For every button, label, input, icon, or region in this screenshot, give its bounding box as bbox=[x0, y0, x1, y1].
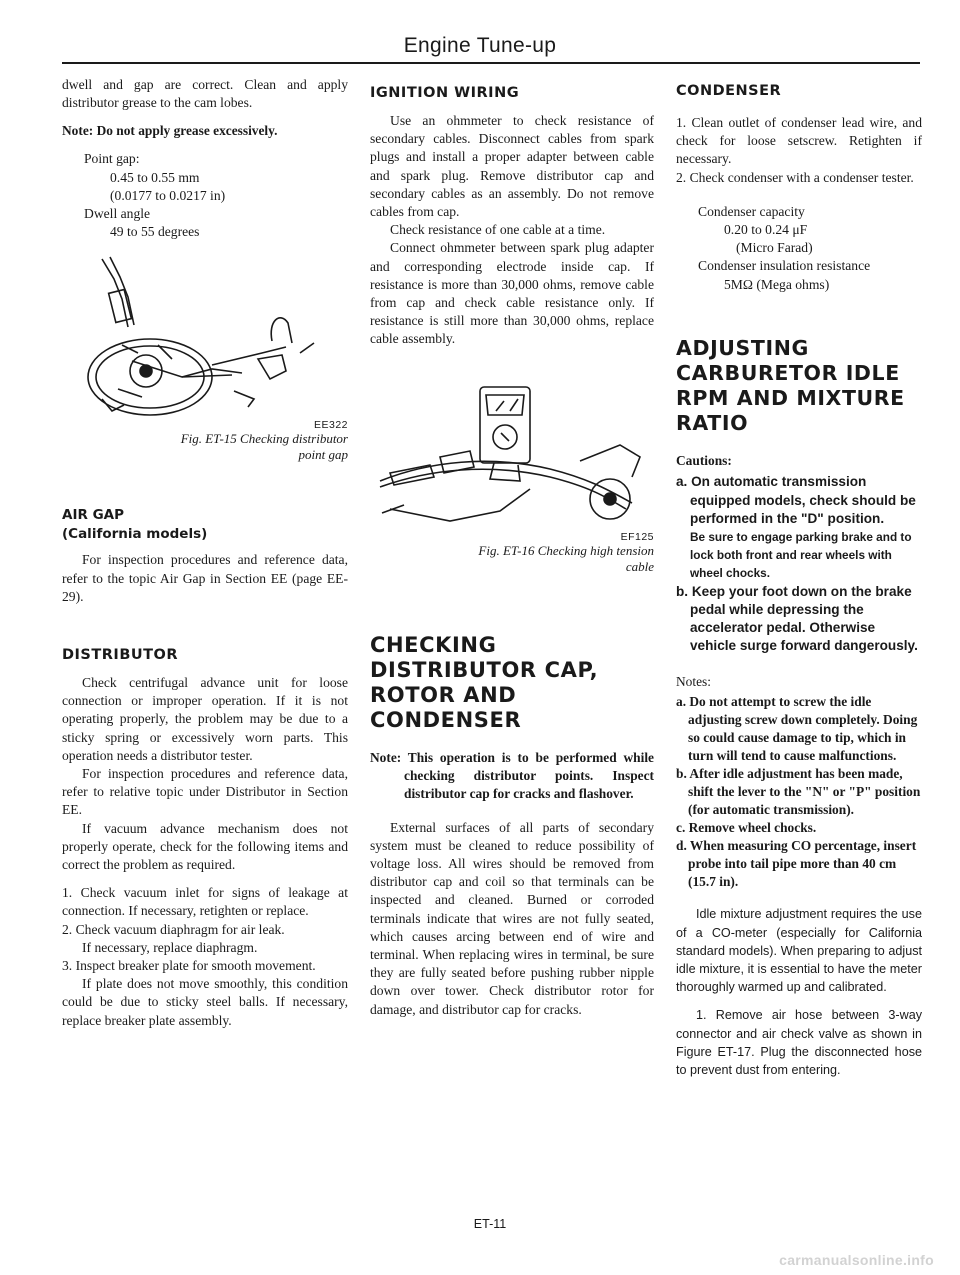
spec-value: 5MΩ (Mega ohms) bbox=[724, 276, 830, 292]
spec-value: (0.0177 to 0.0217 in) bbox=[110, 187, 226, 203]
wiring-paragraph: Use an ohmmeter to check resistance of secondary cables. Disconnect cables from spark plugs and install a proper adapter between cable and spark plug. Remove distributor cap and secondary cables as an assembly. Do not remove cables from cap. bbox=[370, 113, 654, 220]
air-gap-paragraph: For inspection procedures and reference data, refer to the topic Air Gap in Section EE (page EE-29). bbox=[62, 552, 348, 604]
distributor-paragraph: Check centrifugal advance unit for loose connection or improper operation. If it is not operating properly, the problem may be due to a sticky spring or excessively worn parts. This operation needs a distributor tester. bbox=[62, 675, 348, 763]
spec-value: 0.20 to 0.24 μF bbox=[724, 222, 808, 238]
point-gap-spec bbox=[62, 150, 348, 241]
distributor-step-note: If plate does not move smoothly, this condition could be due to sticky steel balls. If necessary, replace breaker plate assembly. bbox=[62, 976, 348, 1028]
spec-value: 0.45 to 0.55 mm bbox=[110, 169, 200, 185]
heading-line: DISTRIBUTOR CAP, bbox=[370, 657, 599, 682]
figure-caption bbox=[62, 431, 348, 463]
column-2 bbox=[370, 76, 654, 1029]
distributor-point-gap-illustration bbox=[62, 249, 348, 419]
note-item: b. After idle adjustment has been made, shift the lever to the "N" or "P" position (for automatic transmission). bbox=[676, 766, 921, 818]
condenser-step: 2. Check condenser with a condenser tester. bbox=[676, 169, 914, 185]
condenser-spec bbox=[676, 203, 922, 294]
note-item: c. Remove wheel chocks. bbox=[676, 820, 817, 836]
caution-item: b. Keep your foot down on the brake pedal while depressing the accelerator pedal. Otherwise vehicle surge forward dangerously. bbox=[676, 583, 918, 654]
checking-note: Note: This operation is to be performed while checking distributor points. Inspect distributor cap for cracks and flashover. bbox=[370, 749, 654, 801]
condenser-step: 1. Clean outlet of condenser lead wire, and check for loose setscrew. Retighten if necessary. bbox=[676, 115, 922, 167]
idle-mixture-step: 1. Remove air hose between 3-way connector and air check valve as shown in Figure ET-17. Plug the disconnected hose to prevent dust from entering. bbox=[676, 1008, 922, 1077]
distributor-paragraph: For inspection procedures and reference data, refer to relative topic under Distributor in Section EE. bbox=[62, 766, 348, 818]
cautions-label: Cautions: bbox=[676, 452, 732, 468]
wiring-paragraph: Connect ohmmeter between spark plug adapter and corresponding electrode inside cap. If resistance is more than 30,000 ohms, remove cable from cap and check cable resistance only. If resistance is still more than 30,000 ohms, replace cable assembly. bbox=[370, 240, 654, 347]
note-item: d. When measuring CO percentage, insert probe into tail pipe more than 40 cm (15.7 in). bbox=[676, 838, 917, 890]
spec-label: Dwell angle bbox=[84, 206, 151, 222]
intro-paragraph: dwell and gap are correct. Clean and apply distributor grease to the cam lobes. bbox=[62, 77, 348, 111]
column-3 bbox=[676, 76, 922, 1089]
grease-note: Note: Do not apply grease excessively. bbox=[62, 123, 278, 139]
air-gap-heading bbox=[62, 507, 348, 524]
notes-block bbox=[676, 693, 922, 891]
heading-line: CONDENSER bbox=[370, 707, 522, 732]
distributor-step-note: If necessary, replace diaphragm. bbox=[82, 939, 258, 955]
distributor-paragraph: If vacuum advance mechanism does not properly operate, check for the following items and correct the problem as required. bbox=[62, 820, 348, 873]
figure-et15 bbox=[62, 249, 348, 463]
caution-item: Be sure to engage parking brake and to lock both front and rear wheels with wheel chocks. bbox=[690, 529, 912, 581]
cautions-block bbox=[676, 452, 922, 656]
column-1 bbox=[62, 76, 348, 1040]
caption-line: Fig. ET-16 Checking high tension bbox=[478, 542, 654, 558]
heading-line: ADJUSTING bbox=[676, 335, 809, 360]
heading-line: CARBURETOR IDLE bbox=[676, 360, 900, 385]
distributor-heading: DISTRIBUTOR bbox=[62, 647, 179, 664]
figure-et16 bbox=[370, 381, 654, 575]
heading-line: RATIO bbox=[676, 410, 749, 435]
idle-mixture-paragraph: Idle mixture adjustment requires the use of a CO-meter (especially for California standard models). When preparing to adjust idle mixture, it is essential to have the meter thoroughly warmed up and calibrated. bbox=[676, 907, 922, 995]
caption-line: point gap bbox=[298, 447, 348, 463]
page-header: Engine Tune-up bbox=[403, 34, 557, 57]
air-gap-subheading: (California models) bbox=[62, 526, 208, 543]
notes-label: Notes: bbox=[676, 674, 711, 690]
page-number: ET-11 bbox=[473, 1217, 507, 1231]
spec-label: Condenser insulation resistance bbox=[698, 258, 871, 274]
adjusting-heading bbox=[676, 336, 922, 436]
checking-heading bbox=[370, 633, 654, 733]
heading-line: RPM AND MIXTURE bbox=[676, 385, 905, 410]
header-rule bbox=[62, 62, 920, 64]
distributor-step: 3. Inspect breaker plate for smooth movement. bbox=[62, 958, 316, 974]
figure-code: EF125 bbox=[620, 530, 654, 543]
checking-paragraph: External surfaces of all parts of secondary system must be cleaned to reduce possibility of voltage loss. All wires should be removed from distributor cap and coil so that terminals can be inspected and cleaned. Burned or corroded terminals indicate that wires are not fully seated, which causes arcing between end of wire and terminal. When replacing wires in terminal, be sure they are fully seated before pushing rubber nipple down over tower. Check distributor rotor for damage, and distributor cap for cracks. bbox=[370, 819, 654, 1017]
site-watermark: carmanualsonline.info bbox=[779, 1252, 934, 1268]
spec-label: Point gap: bbox=[84, 151, 140, 167]
caution-item: a. On automatic transmission equipped models, check should be performed in the "D" position. bbox=[676, 474, 916, 526]
heading-line: ROTOR AND bbox=[370, 682, 517, 707]
figure-caption bbox=[370, 543, 654, 575]
condenser-heading: CONDENSER bbox=[676, 83, 782, 99]
distributor-step: 1. Check vacuum inlet for signs of leakage at connection. If necessary, retighten or replace. bbox=[62, 885, 348, 919]
distributor-step: 2. Check vacuum diaphragm for air leak. bbox=[62, 921, 285, 937]
caption-line: cable bbox=[625, 558, 654, 574]
ohmmeter-cable-illustration bbox=[370, 381, 654, 531]
spec-label: Condenser capacity bbox=[698, 203, 805, 219]
wiring-paragraph: Check resistance of one cable at a time. bbox=[390, 222, 606, 238]
air-gap-title: AIR GAP bbox=[62, 507, 124, 524]
spec-value: (Micro Farad) bbox=[736, 240, 813, 256]
caption-line: Fig. ET-15 Checking distributor bbox=[180, 431, 348, 447]
spec-value: 49 to 55 degrees bbox=[110, 224, 200, 240]
heading-line: CHECKING bbox=[370, 632, 497, 657]
figure-code: EE322 bbox=[313, 419, 348, 432]
ignition-wiring-heading: IGNITION WIRING bbox=[370, 85, 520, 101]
note-item: a. Do not attempt to screw the idle adjusting screw down completely. Doing so could cause damage to tip, which in turn will tend to cause malfunctions. bbox=[676, 694, 918, 764]
